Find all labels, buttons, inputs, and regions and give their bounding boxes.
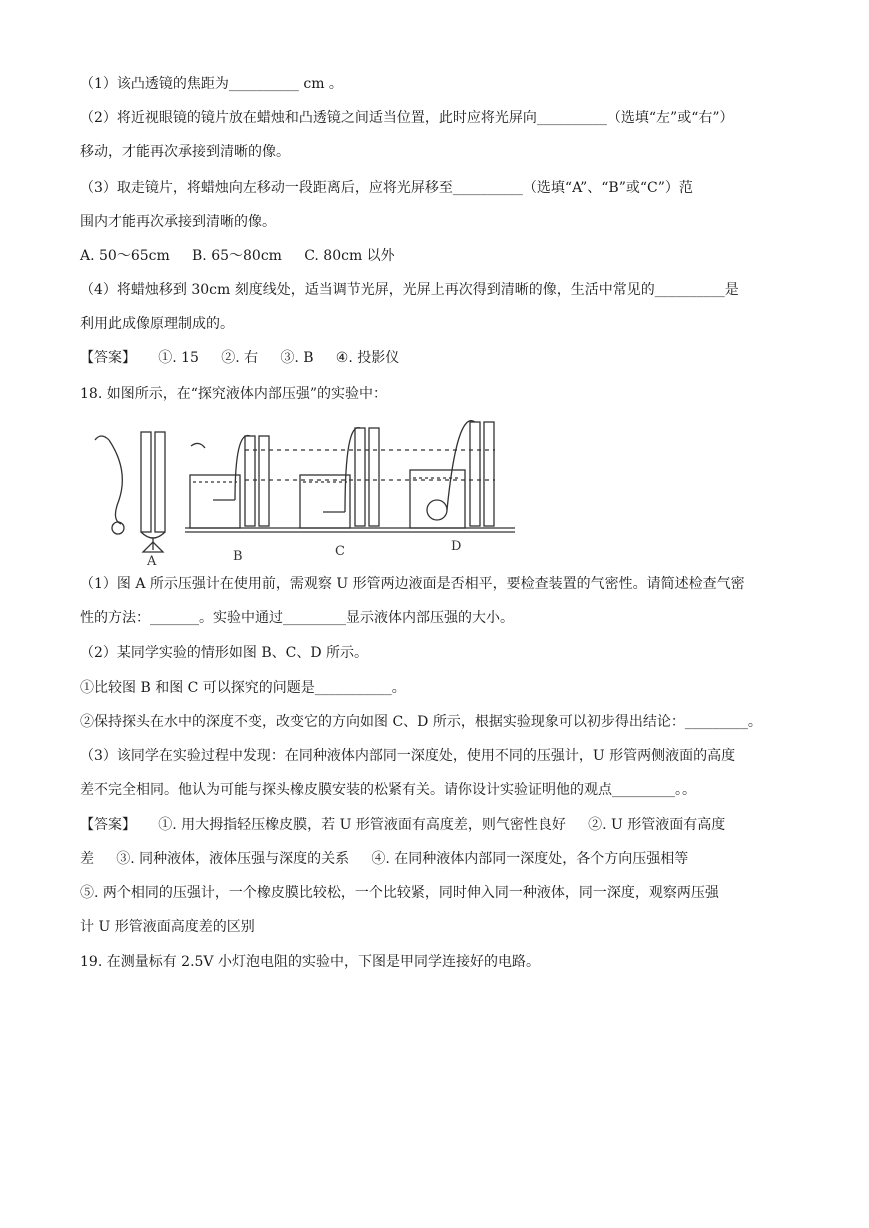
q18-answer-3: ⑤. 两个相同的压强计，一个橡皮膜比较松，一个比较紧，同时伸入同一种液体，同一深度，观察两压强: [80, 885, 719, 901]
q18-part3: （3）该同学在实验过程中发现：在同种液体内部同一深度处，使用不同的压强计，U 形管两侧液面的高度: [80, 748, 736, 764]
q18-title: 18. 如图所示，在“探究液体内部压强”的实验中：: [80, 386, 388, 402]
q17-part4-cont: 利用此成像原理制成的。: [80, 316, 234, 332]
q18-part3-cont: 差不完全相同。他认为可能与探头橡皮膜安装的松紧有关。请你设计实验证明他的观点_________。。: [80, 782, 696, 798]
q19-title: 19. 在测量标有 2.5V 小灯泡电阻的实验中，下图是甲同学连接好的电路。: [80, 954, 540, 970]
q17-part2-cont: 移动，才能再次承接到清晰的像。: [80, 144, 290, 160]
q18-answer-4: 计 U 形管液面高度差的区别: [80, 919, 255, 935]
q17-part1: （1）该凸透镜的焦距为__________ cm 。: [80, 76, 343, 92]
q17-part3: （3）取走镜片，将蜡烛向左移动一段距离后，应将光屏移至__________（选填“A”、“B”或“C”）范: [80, 180, 693, 196]
figure-label-c: C: [335, 544, 345, 559]
q18-part2-a: ①比较图 B 和图 C 可以探究的问题是___________。: [80, 680, 406, 696]
q18-answer-2: 差 ③. 同种液体，液体压强与深度的关系 ④. 在同种液体内部同一深度处，各个方向压强相等: [80, 851, 689, 867]
q17-part2: （2）将近视眼镜的镜片放在蜡烛和凸透镜之间适当位置，此时应将光屏向__________（选填“左”或“右”）: [80, 110, 734, 126]
pressure-figure: [85, 420, 520, 570]
q18-part1-cont: 性的方法：_______。实验中通过_________显示液体内部压强的大小。: [80, 610, 514, 626]
figure-label-a: A: [147, 554, 157, 569]
q18-part1: （1）图 A 所示压强计在使用前，需观察 U 形管两边液面是否相平，要检查装置的气密性。请简述检查气密: [80, 576, 745, 592]
q17-part4: （4）将蜡烛移到 30cm 刻度线处，适当调节光屏，光屏上再次得到清晰的像，生活中常见的__________是: [80, 282, 739, 298]
q18-part2-b: ②保持探头在水中的深度不变，改变它的方向如图 C、D 所示，根据实验现象可以初步得出结论：_________。: [80, 714, 762, 730]
figure-label-d: D: [451, 539, 462, 554]
q18-part2: （2）某同学实验的情形如图 B、C、D 所示。: [80, 645, 369, 661]
figure-label-b: B: [233, 549, 243, 564]
q17-answer: 【答案】 ①. 15 ②. 右 ③. B ④. 投影仪: [80, 350, 400, 366]
q17-options: A. 50～65cm B. 65～80cm C. 80cm 以外: [80, 248, 395, 264]
q18-answer-1: 【答案】 ①. 用大拇指轻压橡皮膜，若 U 形管液面有高度差，则气密性良好 ②. U 形管液面有高度: [80, 817, 726, 833]
q17-part3-cont: 围内才能再次承接到清晰的像。: [80, 214, 276, 230]
